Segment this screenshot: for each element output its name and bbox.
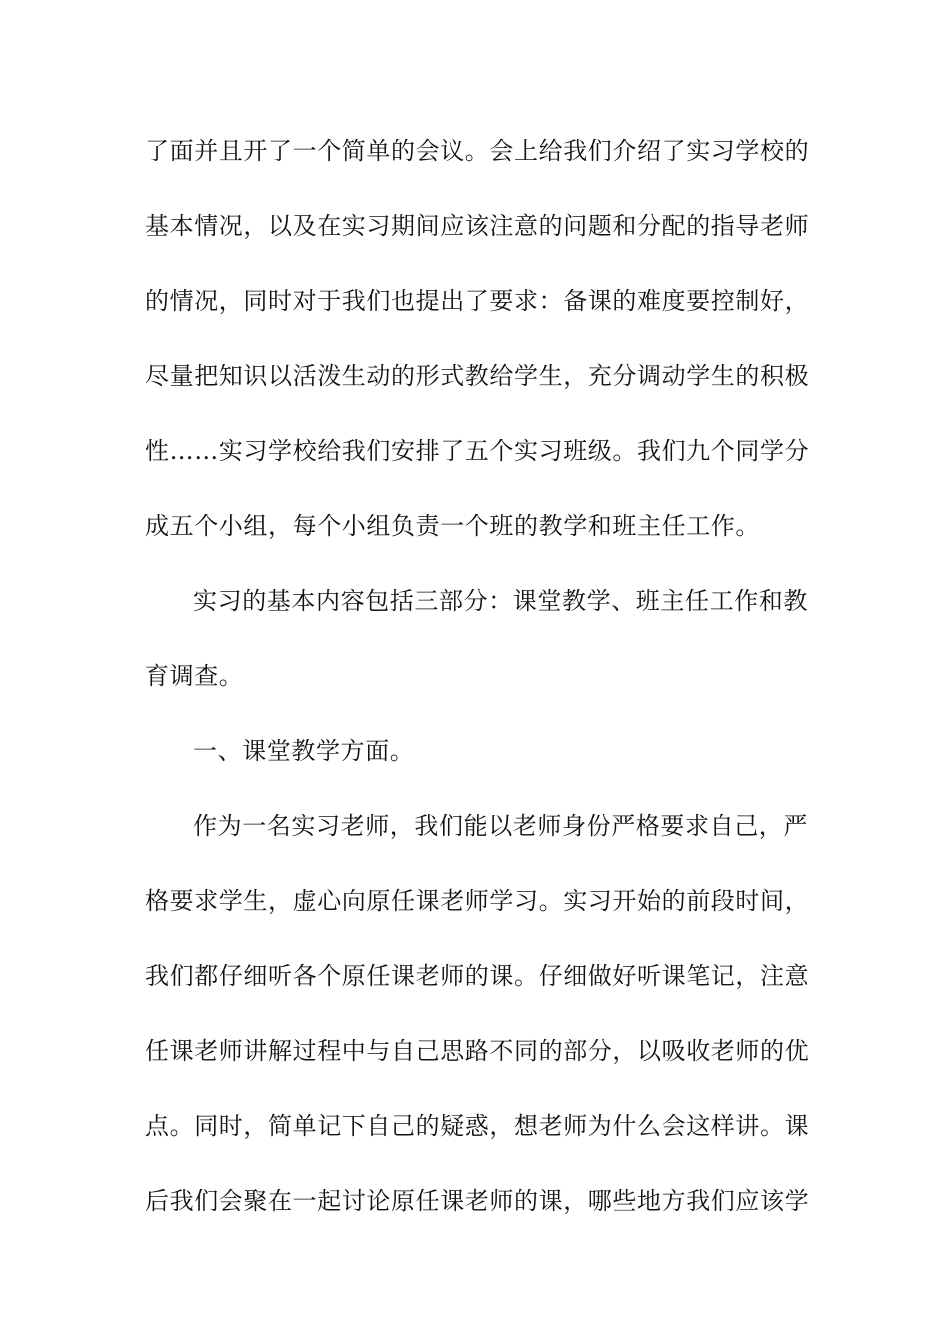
text-line: 实习的基本内容包括三部分：课堂教学、班主任工作和教	[193, 587, 808, 615]
text-line: 的情况，同时对于我们也提出了要求：备课的难度要控制好，	[145, 287, 810, 315]
text-line: 成五个小组，每个小组负责一个班的教学和班主任工作。	[145, 512, 760, 540]
section-heading: 一、课堂教学方面。	[193, 737, 415, 765]
text-line: 我们都仔细听各个原任课老师的课。仔细做好听课笔记，注意	[145, 962, 810, 990]
text-line: 育调查。	[145, 662, 244, 690]
text-line: 了面并且开了一个简单的会议。会上给我们介绍了实习学校的	[145, 137, 810, 165]
document-body	[145, 127, 810, 1252]
text-line: 基本情况，以及在实习期间应该注意的问题和分配的指导老师	[145, 212, 810, 240]
text-line: 任课老师讲解过程中与自己思路不同的部分，以吸收老师的优	[145, 1037, 810, 1065]
text-line: 作为一名实习老师，我们能以老师身份严格要求自己，严	[193, 812, 808, 840]
text-line: 点。同时，简单记下自己的疑惑，想老师为什么会这样讲。课	[145, 1112, 810, 1140]
text-line: 格要求学生，虚心向原任课老师学习。实习开始的前段时间，	[145, 887, 810, 915]
text-line: 性……实习学校给我们安排了五个实习班级。我们九个同学分	[145, 437, 810, 465]
text-line: 尽量把知识以活泼生动的形式教给学生，充分调动学生的积极	[145, 362, 810, 390]
text-line: 后我们会聚在一起讨论原任课老师的课，哪些地方我们应该学	[145, 1187, 810, 1215]
